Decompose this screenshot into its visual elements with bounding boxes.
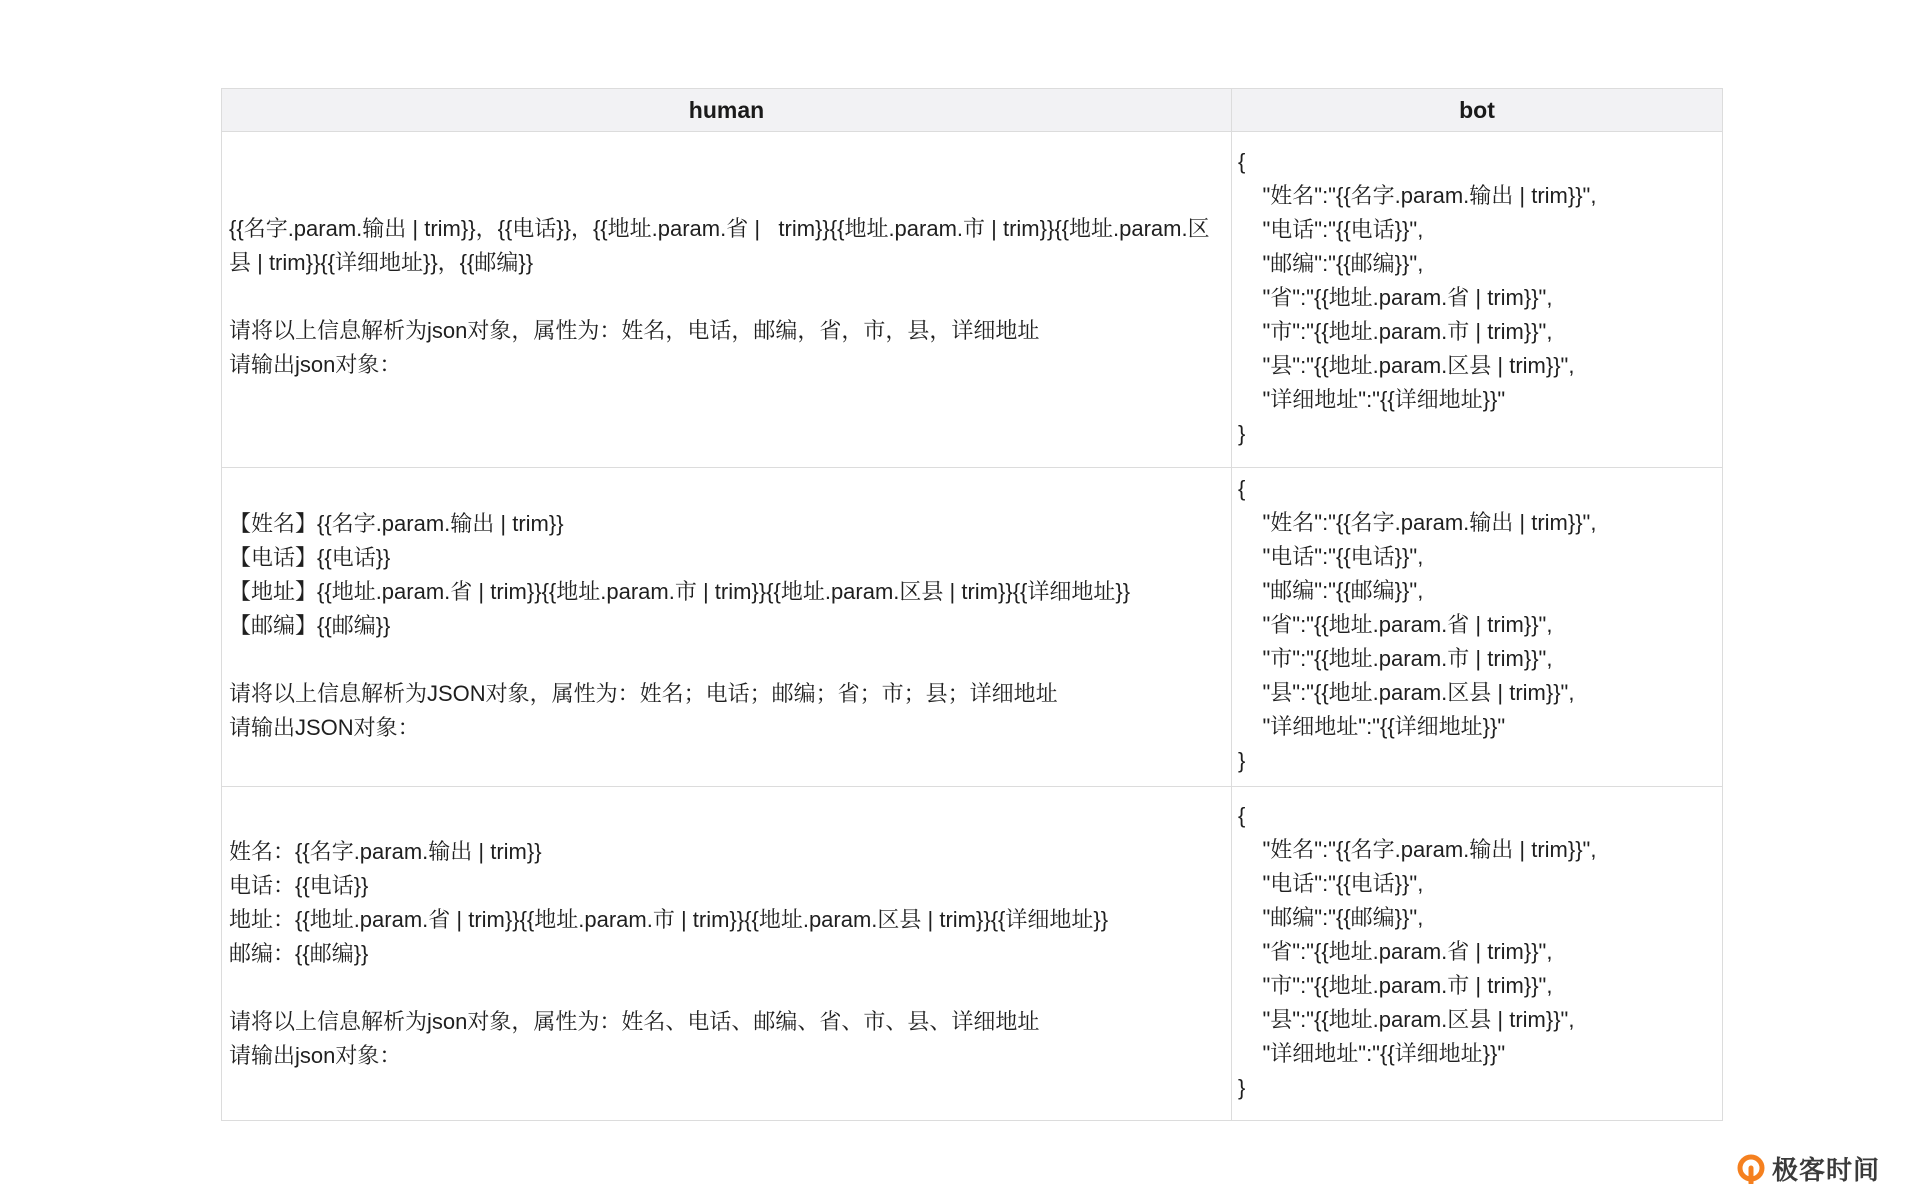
table-row <box>222 132 1723 468</box>
human-prompt-text: 姓名：{{名字.param.输出 | trim}} 电话：{{电话}} 地址：{{地址.param.省 | trim}}{{地址.param.市 | trim}}{{地址.param.区县 | trim}}{{详细地址}} 邮编：{{邮编}} 请将以上信息解析为json对象，属性为：姓名、电话、邮编、省、市、县、详细地址 请输出json对象： <box>229 839 1109 1068</box>
table-row <box>222 787 1723 1121</box>
column-header-human: human <box>222 89 1232 132</box>
human-cell <box>222 787 1232 1121</box>
bot-cell <box>1232 787 1723 1121</box>
brand-logo <box>1736 1150 1880 1187</box>
human-prompt-text: {{名字.param.输出 | trim}}，{{电话}}，{{地址.param.省 | trim}}{{地址.param.市 | trim}}{{地址.param.区县 | trim}}{{详细地址}}，{{邮编}} 请将以上信息解析为json对象，属性为：姓名，电话，邮编，省，市，县，详细地址 请输出json对象： <box>229 216 1210 377</box>
human-cell <box>222 468 1232 787</box>
bot-json-text: { "姓名":"{{名字.param.输出 | trim}}", "电话":"{{电话}}", "邮编":"{{邮编}}", "省":"{{地址.param.省 | trim}}", "市":"{{地址.param.市 | trim}}", "县":"{{地址.param.区县 | trim}}", "详细地址":"{{详细地址}}" } <box>1238 476 1597 773</box>
bot-json-text: { "姓名":"{{名字.param.输出 | trim}}", "电话":"{{电话}}", "邮编":"{{邮编}}", "省":"{{地址.param.省 | trim}}", "市":"{{地址.param.市 | trim}}", "县":"{{地址.param.区县 | trim}}", "详细地址":"{{详细地址}}" } <box>1238 149 1597 446</box>
human-prompt-text: 【姓名】{{名字.param.输出 | trim}} 【电话】{{电话}} 【地址】{{地址.param.省 | trim}}{{地址.param.市 | trim}}{{地址.param.区县 | trim}}{{详细地址}} 【邮编】{{邮编}} 请将以上信息解析为JSON对象，属性为：姓名；电话；邮编；省；市；县；详细地址 请输出JSON对象： <box>229 511 1131 740</box>
bot-cell <box>1232 468 1723 787</box>
column-header-bot: bot <box>1232 89 1723 132</box>
bot-cell <box>1232 132 1723 468</box>
bot-json-text: { "姓名":"{{名字.param.输出 | trim}}", "电话":"{{电话}}", "邮编":"{{邮编}}", "省":"{{地址.param.省 | trim}}", "市":"{{地址.param.市 | trim}}", "县":"{{地址.param.区县 | trim}}", "详细地址":"{{详细地址}}" } <box>1238 803 1597 1100</box>
human-cell <box>222 132 1232 468</box>
table-row <box>222 468 1723 787</box>
geektime-logo-icon <box>1736 1154 1766 1184</box>
prompt-template-table <box>221 88 1723 1121</box>
brand-name: 极客时间 <box>1771 1155 1880 1185</box>
table-header-row <box>222 89 1723 132</box>
